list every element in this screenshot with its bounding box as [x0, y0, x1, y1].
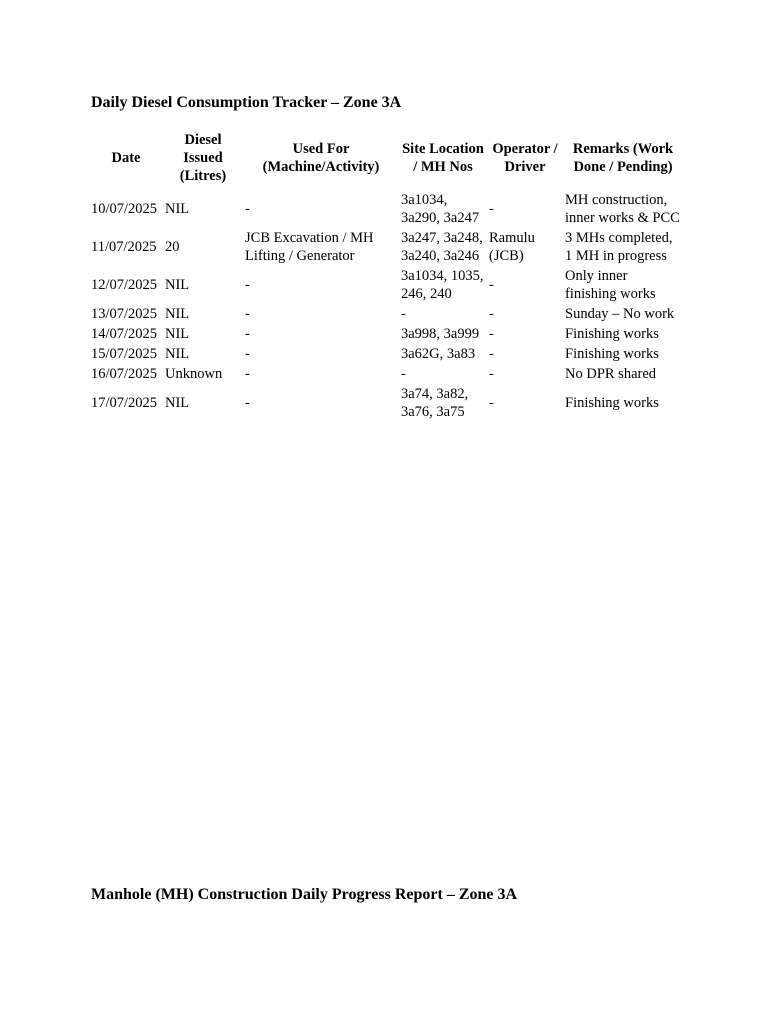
cell-used-for: -: [245, 201, 250, 217]
cell-date: 17/07/2025: [91, 395, 158, 411]
cell-diesel-issued: NIL: [165, 201, 190, 217]
table-body: [89, 190, 683, 422]
cell-diesel-issued: Unknown: [165, 366, 223, 382]
cell-diesel-issued: 20: [165, 239, 180, 255]
header-remarks: Remarks (Work Done / Pending): [572, 141, 674, 175]
cell-diesel-issued: NIL: [165, 277, 190, 293]
section-title-mh-report: Manhole (MH) Construction Daily Progress Report – Zone 3A: [91, 886, 518, 903]
cell-operator: -: [489, 366, 494, 382]
cell-site-location: 3a1034, 1035, 246, 240: [401, 268, 484, 302]
cell-site-location: -: [401, 306, 406, 322]
cell-used-for: -: [245, 346, 250, 362]
header-diesel-issued: Diesel Issued (Litres): [179, 132, 227, 184]
cell-operator: -: [489, 326, 494, 342]
cell-date: 12/07/2025: [91, 277, 158, 293]
cell-diesel-issued: NIL: [165, 326, 190, 342]
header-operator: Operator / Driver: [492, 141, 558, 175]
cell-date: 15/07/2025: [91, 346, 158, 362]
cell-site-location: -: [401, 366, 406, 382]
cell-operator: -: [489, 201, 494, 217]
table-header-row: [89, 130, 683, 190]
cell-remarks: Finishing works: [565, 346, 659, 362]
cell-site-location: 3a998, 3a999: [401, 326, 480, 342]
cell-date: 13/07/2025: [91, 306, 158, 322]
table-row: [89, 364, 683, 384]
table-row: [89, 324, 683, 344]
cell-date: 11/07/2025: [91, 239, 157, 255]
table-row: [89, 304, 683, 324]
cell-operator: -: [489, 306, 494, 322]
cell-remarks: Finishing works: [565, 326, 659, 342]
cell-used-for: JCB Excavation / MH Lifting / Generator: [245, 230, 374, 264]
cell-site-location: 3a1034, 3a290, 3a247: [401, 192, 480, 226]
cell-diesel-issued: NIL: [165, 346, 190, 362]
header-date: Date: [111, 150, 141, 166]
cell-remarks: MH construction, inner works & PCC: [565, 192, 680, 226]
table-row: [89, 228, 683, 266]
cell-date: 10/07/2025: [91, 201, 158, 217]
table-row: [89, 266, 683, 304]
cell-remarks: No DPR shared: [565, 366, 657, 382]
cell-site-location: 3a62G, 3a83: [401, 346, 476, 362]
cell-operator: Ramulu (JCB): [489, 230, 535, 264]
diesel-tracker-table: [89, 130, 683, 422]
table-row: [89, 344, 683, 364]
cell-remarks: Finishing works: [565, 395, 659, 411]
cell-operator: -: [489, 346, 494, 362]
cell-used-for: -: [245, 366, 250, 382]
document-title: Daily Diesel Consumption Tracker – Zone 3A: [91, 94, 402, 111]
table-row: [89, 384, 683, 422]
cell-remarks: 3 MHs completed, 1 MH in progress: [565, 230, 673, 264]
cell-remarks: Sunday – No work: [565, 306, 675, 322]
cell-site-location: 3a74, 3a82, 3a76, 3a75: [401, 386, 469, 420]
cell-remarks: Only inner finishing works: [565, 268, 656, 302]
cell-site-location: 3a247, 3a248, 3a240, 3a246: [401, 230, 483, 264]
cell-used-for: -: [245, 326, 250, 342]
cell-diesel-issued: NIL: [165, 306, 190, 322]
cell-used-for: -: [245, 277, 250, 293]
cell-diesel-issued: NIL: [165, 395, 190, 411]
cell-operator: -: [489, 277, 494, 293]
cell-used-for: -: [245, 306, 250, 322]
header-used-for: Used For (Machine/Activity): [262, 141, 380, 175]
cell-date: 16/07/2025: [91, 366, 158, 382]
cell-used-for: -: [245, 395, 250, 411]
header-site-location: Site Location / MH Nos: [402, 141, 484, 175]
table-row: [89, 190, 683, 228]
cell-date: 14/07/2025: [91, 326, 158, 342]
cell-operator: -: [489, 395, 494, 411]
